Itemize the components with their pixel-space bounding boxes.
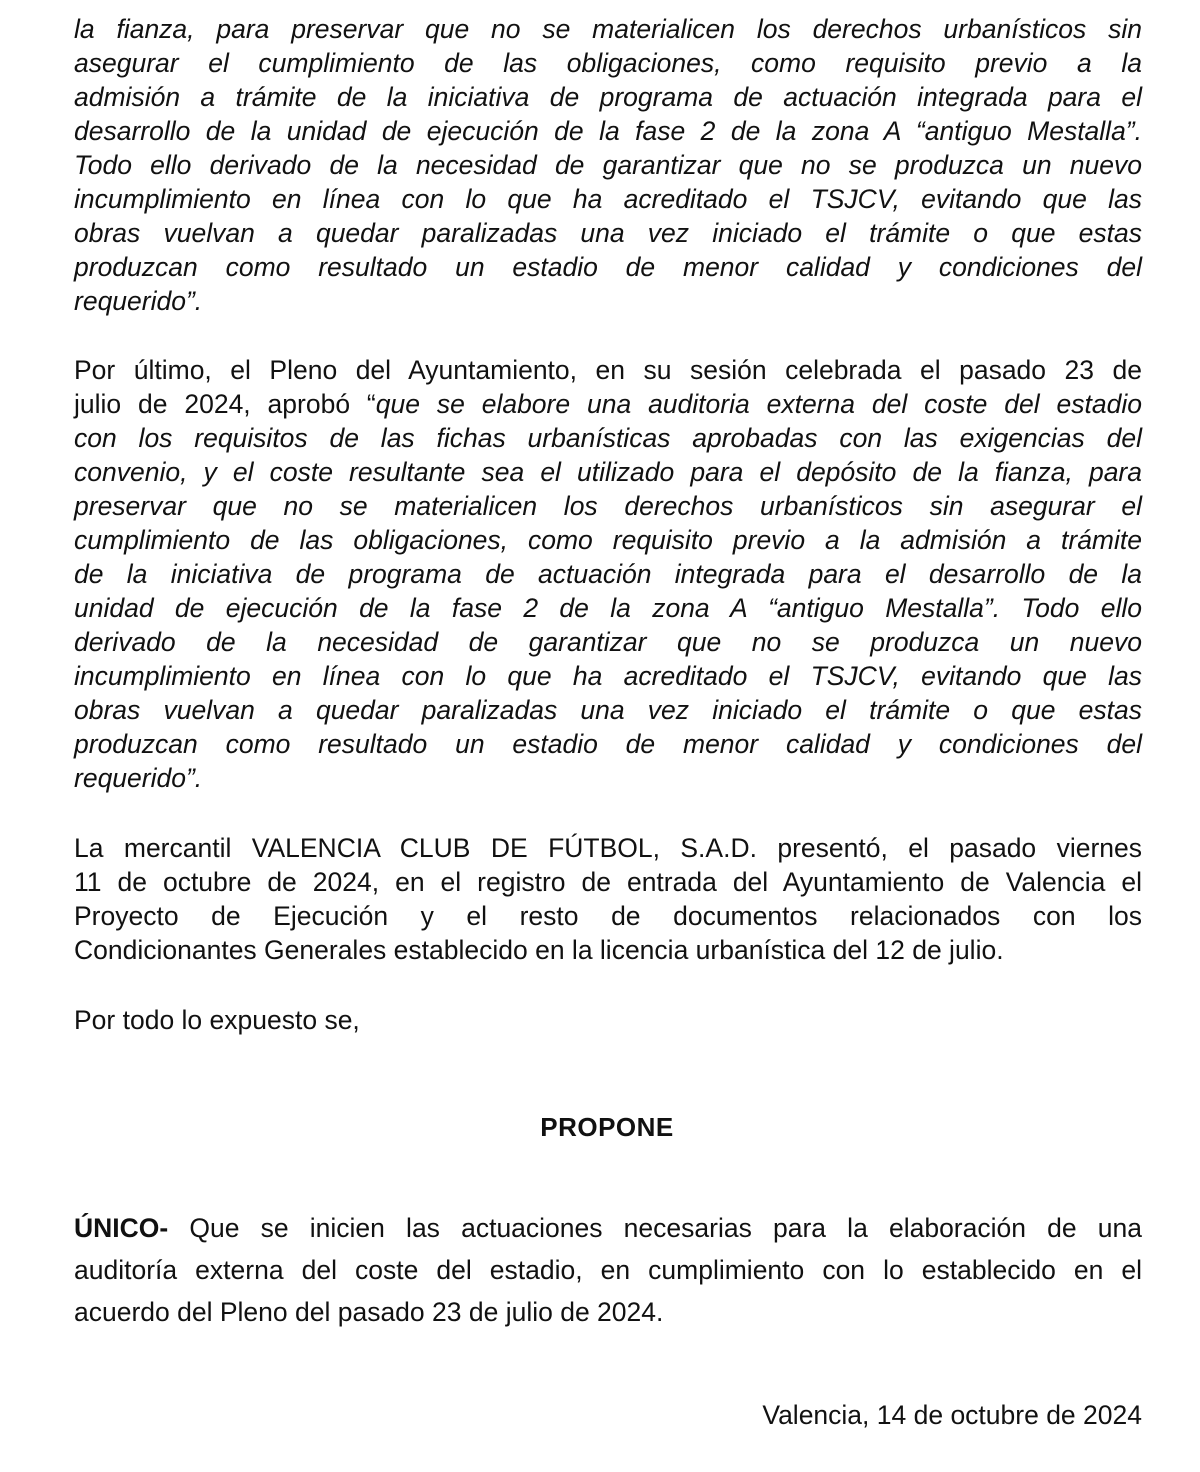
text-line xyxy=(74,1207,1142,1249)
text-line: produzcan como resultado un estadio de menor calidad y condiciones del xyxy=(74,729,1142,759)
section-heading-propone: PROPONE xyxy=(540,1112,674,1142)
text-line: de la iniciativa de programa de actuación integrada para el desarrollo de la xyxy=(74,559,1142,589)
signature-date: Valencia, 14 de octubre de 2024 xyxy=(762,1400,1142,1430)
text-line: Todo ello derivado de la necesidad de garantizar que no se produzca un nuevo xyxy=(74,150,1142,180)
text-line: Condicionantes Generales establecido en la licencia urbanística del 12 de julio. xyxy=(74,935,1004,965)
text-line: derivado de la necesidad de garantizar que no se produzca un nuevo xyxy=(74,627,1142,657)
text-line: acuerdo del Pleno del pasado 23 de julio de 2024. xyxy=(74,1297,664,1327)
text-line: convenio, y el coste resultante sea el utilizado para el depósito de la fianza, para xyxy=(74,457,1142,487)
text-line xyxy=(74,387,1142,421)
text-line: requerido”. xyxy=(74,763,203,793)
text-line: asegurar el cumplimiento de las obligaciones, como requisito previo a la xyxy=(74,48,1142,78)
closing-intro: Por todo lo expuesto se, xyxy=(74,1005,360,1035)
text-line: Proyecto de Ejecución y el resto de documentos relacionados con los xyxy=(74,901,1142,931)
text-line: incumplimiento en línea con lo que ha acreditado el TSJCV, evitando que las xyxy=(74,661,1142,691)
text-line: requerido”. xyxy=(74,286,203,316)
text-line: obras vuelvan a quedar paralizadas una vez iniciado el trámite o que estas xyxy=(74,695,1142,725)
text-line: produzcan como resultado un estadio de menor calidad y condiciones del xyxy=(74,252,1142,282)
text-line: incumplimiento en línea con lo que ha acreditado el TSJCV, evitando que las xyxy=(74,184,1142,214)
text-line: 11 de octubre de 2024, en el registro de entrada del Ayuntamiento de Valencia el xyxy=(74,867,1142,897)
text-line: unidad de ejecución de la fase 2 de la zona A “antiguo Mestalla”. Todo ello xyxy=(74,593,1142,623)
text-span: julio de 2024, aprobó “ xyxy=(74,389,376,419)
quote-span: que se elabore una auditoria externa del coste del estadio xyxy=(375,389,1142,419)
text-line: cumplimiento de las obligaciones, como requisito previo a la admisión a trámite xyxy=(74,525,1142,555)
text-line: obras vuelvan a quedar paralizadas una vez iniciado el trámite o que estas xyxy=(74,218,1142,248)
proposal-label: ÚNICO- xyxy=(74,1213,169,1243)
text-span: Que se inicien las actuaciones necesarias para la elaboración de una xyxy=(168,1213,1142,1243)
text-line: admisión a trámite de la iniciativa de programa de actuación integrada para el xyxy=(74,82,1142,112)
text-line: la fianza, para preservar que no se materialicen los derechos urbanísticos sin xyxy=(74,14,1142,44)
text-line: con los requisitos de las fichas urbanísticas aprobadas con las exigencias del xyxy=(74,423,1142,453)
text-line: Por último, el Pleno del Ayuntamiento, en su sesión celebrada el pasado 23 de xyxy=(74,355,1142,385)
text-line: desarrollo de la unidad de ejecución de la fase 2 de la zona A “antiguo Mestalla”. xyxy=(74,116,1142,146)
text-line: preservar que no se materialicen los derechos urbanísticos sin asegurar el xyxy=(74,491,1142,521)
text-line: auditoría externa del coste del estadio, en cumplimiento con lo establecido en el xyxy=(74,1255,1142,1285)
text-line: La mercantil VALENCIA CLUB DE FÚTBOL, S.A.D. presentó, el pasado viernes xyxy=(74,833,1142,863)
